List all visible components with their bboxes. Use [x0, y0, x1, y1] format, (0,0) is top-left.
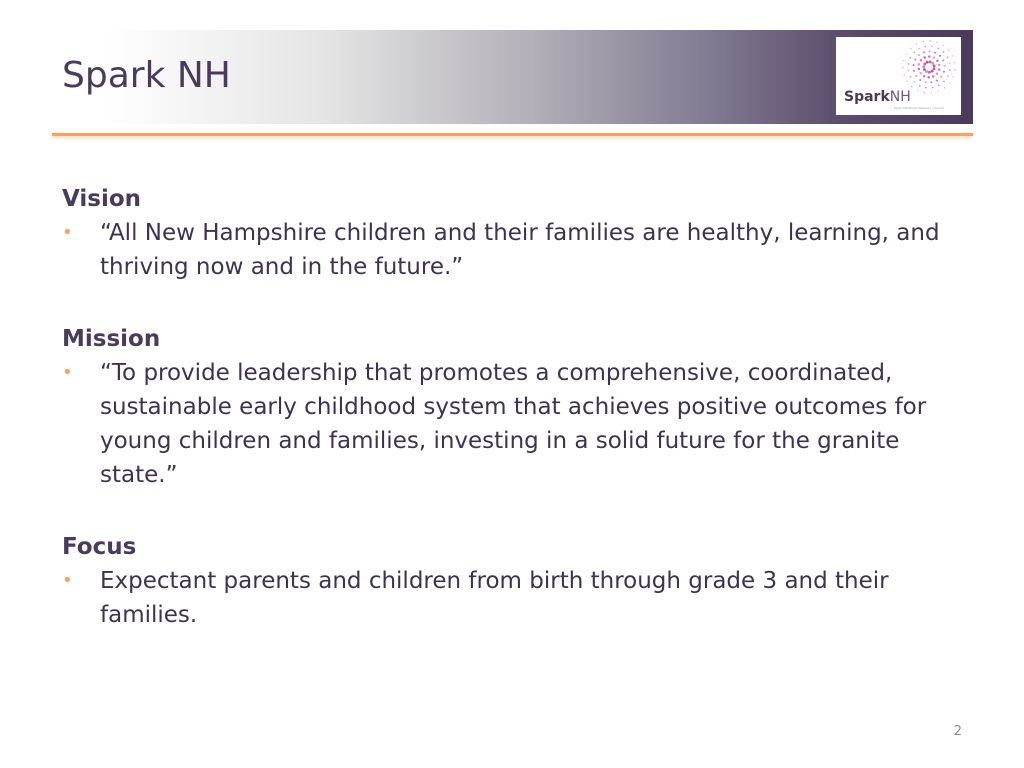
logo-sparkle-dot — [932, 67, 935, 70]
bullet-item — [62, 216, 942, 284]
logo-sparkle-dot — [943, 71, 945, 73]
logo-sparkle-dot — [923, 75, 925, 77]
logo-sparkle-dot — [928, 71, 931, 74]
logo-sparkle-dot — [930, 81, 932, 83]
logo-sparkle-dot — [925, 81, 927, 83]
logo-sparkle-dot — [911, 86, 912, 87]
logo-sparkle-dot — [938, 64, 940, 66]
logo-sparkle-dot — [948, 49, 949, 50]
logo-sparkle-dot — [919, 85, 921, 87]
logo-sparkle-dot — [922, 41, 923, 42]
spark-nh-logo — [836, 37, 961, 115]
logo-sparkle-dot — [938, 68, 940, 70]
logo-sparkle-dot — [906, 53, 907, 54]
logo-sparkle-dot — [932, 87, 934, 89]
logo-sparkle-dot — [925, 70, 928, 73]
logo-sparkle-dot — [943, 51, 945, 53]
logo-sparkle-dot — [949, 82, 950, 83]
logo-sparkle-dot — [927, 76, 929, 78]
logo-sparkle-dot — [952, 55, 953, 56]
logo-sparkle-dot — [952, 76, 953, 77]
section-focus — [62, 530, 942, 632]
logo-sparkle-dot — [931, 92, 932, 93]
logo-sparkle-dot — [910, 48, 911, 49]
logo-sparkle-dot — [919, 79, 921, 81]
logo-sparkle-dot — [906, 80, 907, 81]
logo-sparkle-dot — [928, 50, 930, 52]
section-vision — [62, 182, 942, 284]
logo-sparkle-dot — [944, 65, 946, 67]
logo-sparkle-dot — [944, 87, 945, 88]
logo-sparkle-dot — [904, 74, 905, 75]
logo-sparkle-dot — [917, 90, 918, 91]
logo-sparkle-dot — [923, 51, 925, 53]
logo-sparkle-dot — [933, 57, 935, 59]
section-heading: Vision — [62, 186, 142, 212]
bullet-icon: • — [62, 362, 73, 383]
slide-content — [62, 182, 942, 632]
logo-sparkle-dot — [929, 60, 932, 63]
logo-sparkle-dot — [937, 47, 939, 49]
logo-sparkle-dot — [924, 92, 925, 93]
logo-sparkle-dot — [918, 63, 920, 65]
logo-sparkle-dot — [931, 62, 934, 65]
logo-word-spark: Spark — [844, 89, 890, 105]
logo-sparkle-dot — [919, 72, 921, 74]
bullet-text: Expectant parents and children from birth through grade 3 and their families. — [100, 568, 889, 628]
logo-sparkle-dot — [918, 48, 920, 50]
logo-sparkle-dot — [914, 59, 916, 61]
bullet-icon: • — [62, 222, 73, 243]
logo-sparkle-dot — [925, 46, 927, 48]
logo-sparkle-dot — [949, 63, 951, 65]
logo-sparkle-dot — [936, 42, 937, 43]
logo-sparkle-dot — [934, 52, 936, 54]
logo-sparkle-dot — [915, 75, 917, 77]
logo-sparkle-dot — [923, 56, 925, 58]
logo-sparkle-dot — [933, 64, 936, 67]
bullet-item — [62, 356, 942, 492]
logo-tagline: Early Childhood Advisory Council — [894, 106, 944, 110]
logo-sparkle-dot — [909, 57, 911, 59]
logo-wordmark — [844, 89, 911, 105]
logo-sparkle-dot — [923, 62, 926, 65]
logo-sparkle-dot — [936, 59, 938, 61]
logo-sparkle-dot — [942, 59, 944, 61]
logo-sparkle-dot — [908, 70, 910, 72]
logo-sparkle-dot — [949, 69, 951, 71]
logo-sparkle-dot — [936, 79, 938, 81]
logo-sparkle-dot — [912, 64, 914, 66]
section-heading: Focus — [62, 534, 137, 560]
logo-sparkle-dot — [954, 69, 955, 70]
section-heading: Mission — [62, 326, 161, 352]
title-divider — [52, 133, 973, 136]
logo-sparkle-dot — [926, 61, 929, 64]
logo-sparkle-dot — [954, 62, 955, 63]
logo-sparkle-dot — [928, 55, 930, 57]
logo-sparkle-dot — [918, 54, 920, 56]
logo-sparkle-dot — [943, 45, 944, 46]
page-number: 2 — [953, 724, 962, 739]
section-mission — [62, 322, 942, 492]
logo-sparkle-dot — [908, 63, 910, 65]
logo-sparkle-dot — [903, 60, 904, 61]
logo-sparkle-dot — [938, 91, 939, 92]
logo-sparkle-dot — [940, 76, 942, 78]
logo-sparkle-dot — [913, 70, 915, 72]
logo-sparkle-dot — [943, 81, 945, 83]
slide-title: Spark NH — [62, 55, 231, 96]
logo-word-nh: NH — [889, 89, 911, 105]
logo-sparkle-dot — [910, 76, 912, 78]
logo-sparkle-dot — [925, 87, 927, 89]
logo-sparkle-dot — [918, 68, 920, 70]
logo-sparkle-dot — [938, 85, 940, 87]
bullet-text: “All New Hampshire children and their families are healthy, learning, and thriving now and in the future.” — [100, 220, 940, 280]
bullet-text: “To provide leadership that promotes a comprehensive, coordinated, sustainable early childhood system that achieves positive outcomes for young children and families, investing in a solid future for the granite state.” — [100, 360, 927, 488]
logo-sparkle-dot — [947, 56, 949, 58]
logo-sparkle-dot — [920, 59, 922, 61]
logo-sparkle-dot — [936, 72, 938, 74]
logo-sparkle-dot — [902, 67, 903, 68]
logo-sparkle-dot — [939, 55, 941, 57]
logo-sparkle-dot — [932, 75, 934, 77]
logo-sparkle-dot — [947, 75, 949, 77]
logo-sparkle-dot — [914, 81, 916, 83]
logo-sparkle-dot — [922, 65, 925, 68]
logo-sparkle-dot — [931, 70, 934, 73]
bullet-item — [62, 564, 942, 632]
logo-sparkle-dot — [929, 40, 930, 41]
bullet-icon: • — [62, 570, 73, 591]
logo-sparkle-dot — [923, 68, 926, 71]
logo-sparkle-dot — [913, 52, 915, 54]
logo-sparkle-dot — [916, 44, 917, 45]
logo-sparkle-dot — [931, 46, 933, 48]
